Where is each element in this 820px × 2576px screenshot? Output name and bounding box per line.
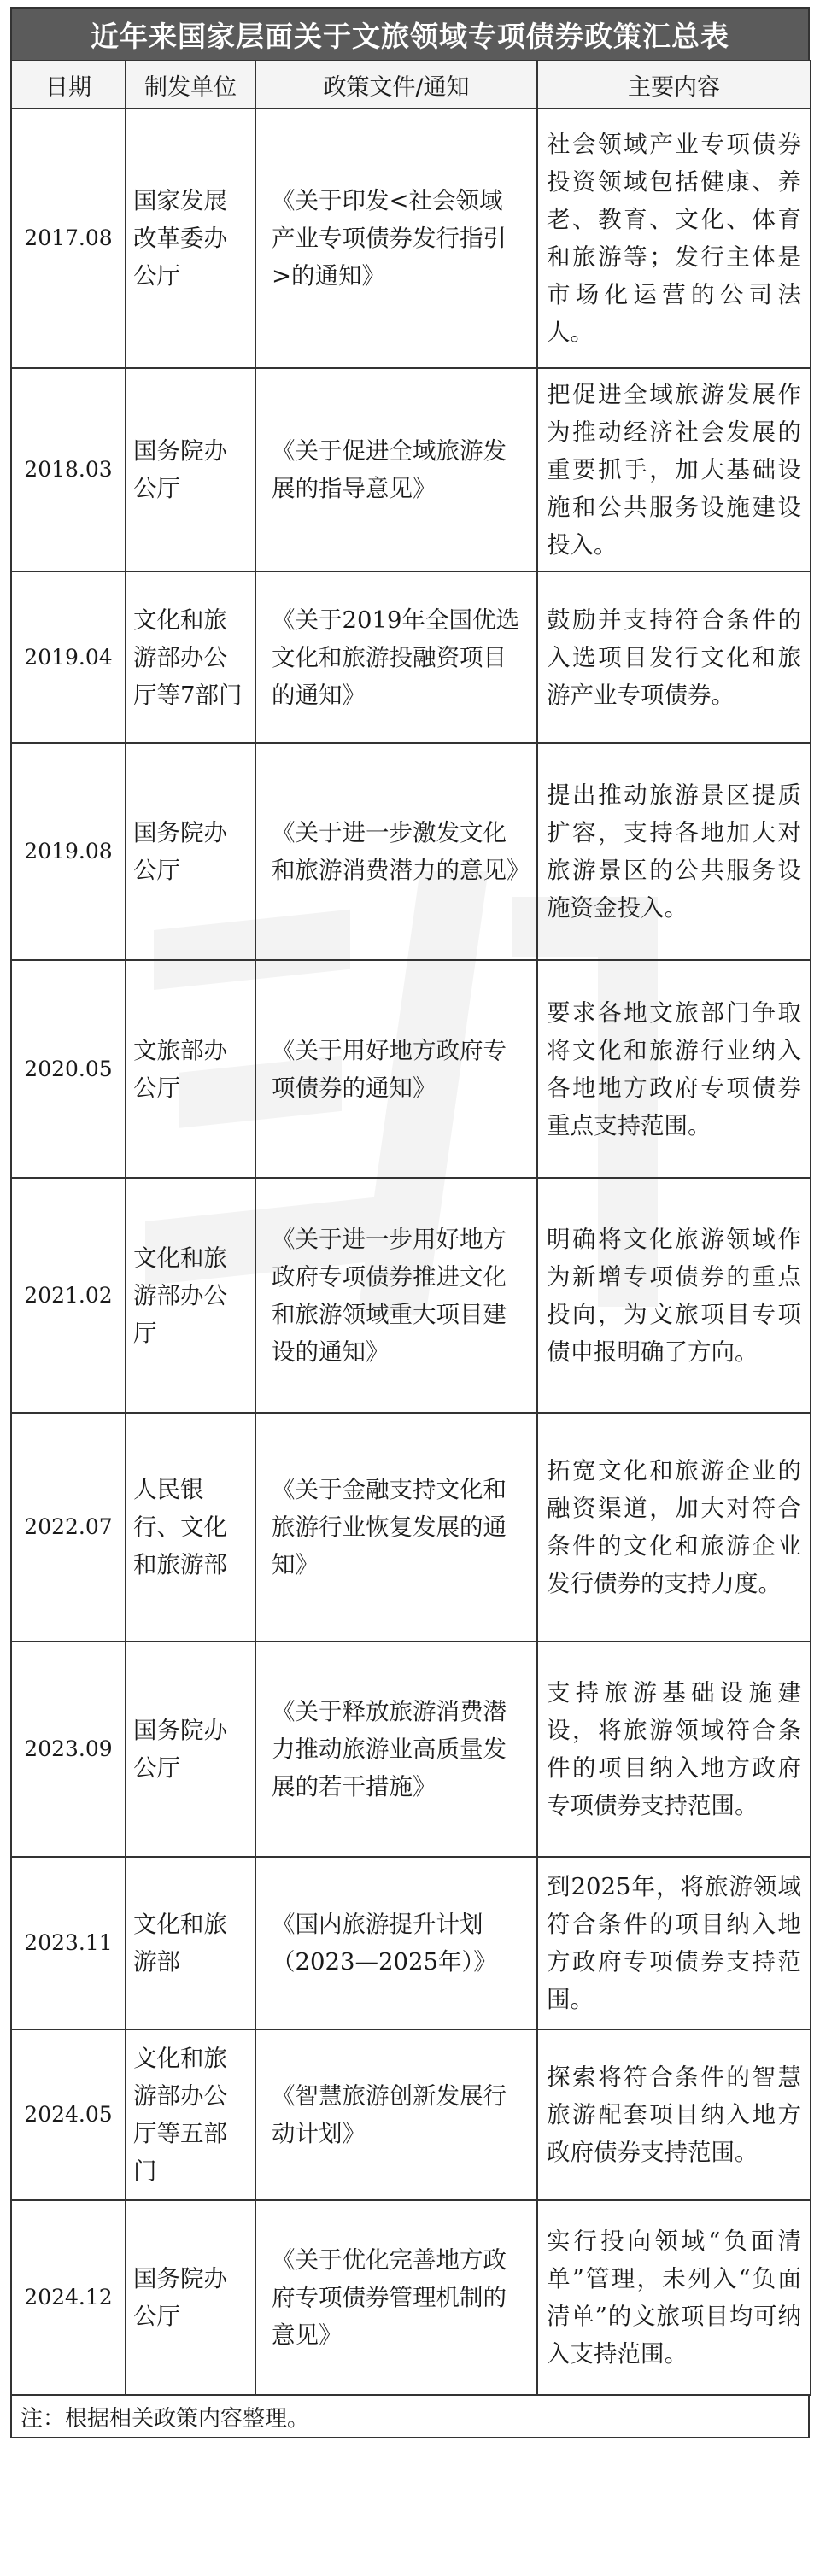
cell-date: 2019.04 bbox=[11, 571, 126, 743]
table-row bbox=[11, 2200, 811, 2395]
cell-issuer: 国务院办公厅 bbox=[126, 2200, 255, 2395]
cell-content: 探索将符合条件的智慧旅游配套项目纳入地方政府债券支持范围。 bbox=[537, 2029, 811, 2200]
cell-issuer: 文化和旅游部办公厅等7部门 bbox=[126, 571, 255, 743]
cell-issuer: 文化和旅游部办公厅等五部门 bbox=[126, 2029, 255, 2200]
cell-date: 2024.05 bbox=[11, 2029, 126, 2200]
cell-issuer: 文化和旅游部 bbox=[126, 1857, 255, 2029]
cell-date: 2019.08 bbox=[11, 743, 126, 960]
table-row bbox=[11, 108, 811, 368]
cell-content: 提出推动旅游景区提质扩容，支持各地加大对旅游景区的公共服务设施资金投入。 bbox=[537, 743, 811, 960]
cell-issuer: 国务院办公厅 bbox=[126, 743, 255, 960]
header-date: 日期 bbox=[11, 61, 126, 108]
cell-policy: 《关于促进全域旅游发展的指导意见》 bbox=[255, 368, 537, 571]
cell-issuer: 国务院办公厅 bbox=[126, 1642, 255, 1857]
cell-content: 要求各地文旅部门争取将文化和旅游行业纳入各地地方政府专项债券重点支持范围。 bbox=[537, 960, 811, 1178]
table-footnote: 注：根据相关政策内容整理。 bbox=[10, 2396, 810, 2438]
cell-policy: 《关于进一步用好地方政府专项债券推进文化和旅游领域重大项目建设的通知》 bbox=[255, 1178, 537, 1413]
cell-date: 2023.11 bbox=[11, 1857, 126, 2029]
cell-issuer: 文化和旅游部办公厅 bbox=[126, 1178, 255, 1413]
cell-date: 2023.09 bbox=[11, 1642, 126, 1857]
cell-content: 鼓励并支持符合条件的入选项目发行文化和旅游产业专项债券。 bbox=[537, 571, 811, 743]
cell-content: 把促进全域旅游发展作为推动经济社会发展的重要抓手，加大基础设施和公共服务设施建设投入。 bbox=[537, 368, 811, 571]
cell-policy: 《关于优化完善地方政府专项债券管理机制的意见》 bbox=[255, 2200, 537, 2395]
cell-content: 实行投向领域“负面清单”管理，未列入“负面清单”的文旅项目均可纳入支持范围。 bbox=[537, 2200, 811, 2395]
table-row bbox=[11, 743, 811, 960]
policy-table-sheet bbox=[10, 7, 810, 2438]
cell-date: 2024.12 bbox=[11, 2200, 126, 2395]
cell-content: 拓宽文化和旅游企业的融资渠道，加大对符合条件的文化和旅游企业发行债券的支持力度。 bbox=[537, 1413, 811, 1642]
cell-policy: 《关于2019年全国优选文化和旅游投融资项目的通知》 bbox=[255, 571, 537, 743]
cell-issuer: 国家发展改革委办公厅 bbox=[126, 108, 255, 368]
cell-policy: 《关于用好地方政府专项债券的通知》 bbox=[255, 960, 537, 1178]
table-row bbox=[11, 571, 811, 743]
cell-policy: 《智慧旅游创新发展行动计划》 bbox=[255, 2029, 537, 2200]
table-row bbox=[11, 1413, 811, 1642]
cell-issuer: 文旅部办公厅 bbox=[126, 960, 255, 1178]
cell-content: 到2025年，将旅游领域符合条件的项目纳入地方政府专项债券支持范围。 bbox=[537, 1857, 811, 2029]
cell-policy: 《关于金融支持文化和旅游行业恢复发展的通知》 bbox=[255, 1413, 537, 1642]
cell-issuer: 人民银行、文化和旅游部 bbox=[126, 1413, 255, 1642]
table-row bbox=[11, 1178, 811, 1413]
policy-table bbox=[10, 60, 811, 2396]
cell-date: 2021.02 bbox=[11, 1178, 126, 1413]
cell-policy: 《关于进一步激发文化和旅游消费潜力的意见》 bbox=[255, 743, 537, 960]
cell-issuer: 国务院办公厅 bbox=[126, 368, 255, 571]
cell-content: 明确将文化旅游领域作为新增专项债券的重点投向，为文旅项目专项债申报明确了方向。 bbox=[537, 1178, 811, 1413]
table-row bbox=[11, 960, 811, 1178]
cell-date: 2017.08 bbox=[11, 108, 126, 368]
table-header-row bbox=[11, 61, 811, 108]
cell-policy: 《国内旅游提升计划（2023—2025年）》 bbox=[255, 1857, 537, 2029]
cell-date: 2020.05 bbox=[11, 960, 126, 1178]
table-title: 近年来国家层面关于文旅领域专项债券政策汇总表 bbox=[10, 7, 810, 60]
header-issuer: 制发单位 bbox=[126, 61, 255, 108]
table-row bbox=[11, 1857, 811, 2029]
header-content: 主要内容 bbox=[537, 61, 811, 108]
cell-content: 支持旅游基础设施建设，将旅游领域符合条件的项目纳入地方政府专项债券支持范围。 bbox=[537, 1642, 811, 1857]
cell-date: 2018.03 bbox=[11, 368, 126, 571]
table-row bbox=[11, 1642, 811, 1857]
table-row bbox=[11, 2029, 811, 2200]
cell-date: 2022.07 bbox=[11, 1413, 126, 1642]
cell-content: 社会领域产业专项债券投资领域包括健康、养老、教育、文化、体育和旅游等；发行主体是市场化运营的公司法人。 bbox=[537, 108, 811, 368]
header-policy: 政策文件/通知 bbox=[255, 61, 537, 108]
cell-policy: 《关于释放旅游消费潜力推动旅游业高质量发展的若干措施》 bbox=[255, 1642, 537, 1857]
cell-policy: 《关于印发<社会领域产业专项债券发行指引>的通知》 bbox=[255, 108, 537, 368]
table-row bbox=[11, 368, 811, 571]
